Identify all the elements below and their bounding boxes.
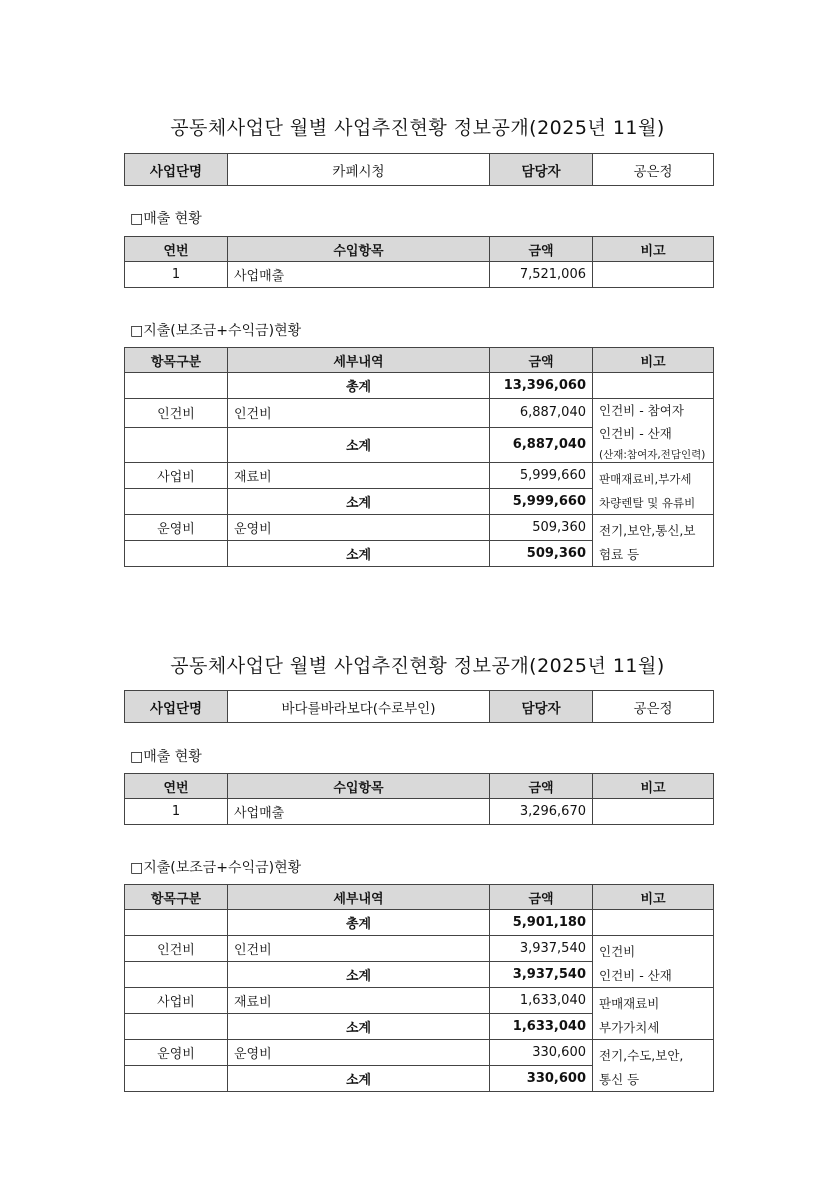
note-line: 부가가치세 bbox=[599, 1020, 660, 1035]
col-header: 수입항목 bbox=[228, 774, 490, 799]
row-no: 1 bbox=[125, 262, 228, 288]
amount: 3,937,540 bbox=[490, 936, 593, 962]
total-amount: 13,396,060 bbox=[490, 373, 593, 399]
note-line: 인건비 - 산재 bbox=[599, 426, 672, 441]
subtotal-amount: 3,937,540 bbox=[490, 962, 593, 988]
col-header: 금액 bbox=[490, 348, 593, 373]
note-line: 인건비 - 참여자 bbox=[599, 403, 684, 418]
amount: 330,600 bbox=[490, 1040, 593, 1066]
category: 운영비 bbox=[125, 515, 228, 541]
category: 사업비 bbox=[125, 463, 228, 489]
row-no: 1 bbox=[125, 799, 228, 825]
amount: 1,633,040 bbox=[490, 988, 593, 1014]
expense-heading: □지출(보조금+수익금)현황 bbox=[130, 323, 302, 339]
total-label: 총계 bbox=[228, 910, 490, 936]
col-header: 연번 bbox=[125, 774, 228, 799]
subtotal-label: 소계 bbox=[228, 541, 490, 567]
sales-table bbox=[124, 236, 714, 288]
row-amount: 3,296,670 bbox=[490, 799, 593, 825]
row-amount: 7,521,006 bbox=[490, 262, 593, 288]
col-header: 비고 bbox=[593, 774, 714, 799]
total-amount: 5,901,180 bbox=[490, 910, 593, 936]
amount: 5,999,660 bbox=[490, 463, 593, 489]
category: 인건비 bbox=[125, 936, 228, 962]
note-cell bbox=[593, 1040, 714, 1092]
info-table bbox=[124, 690, 714, 723]
note-line: (산재:참여자,전담인력) bbox=[599, 449, 706, 461]
expense-table bbox=[124, 347, 714, 567]
detail: 인건비 bbox=[228, 399, 490, 428]
col-header: 연번 bbox=[125, 237, 228, 262]
table-row bbox=[125, 463, 714, 489]
name-label: 사업단명 bbox=[125, 691, 228, 723]
col-header: 비고 bbox=[593, 348, 714, 373]
name-label: 사업단명 bbox=[125, 154, 228, 186]
subtotal-label: 소계 bbox=[228, 1066, 490, 1092]
note-line: 통신 등 bbox=[599, 1072, 640, 1087]
row-item: 사업매출 bbox=[228, 799, 490, 825]
note-line: 험료 등 bbox=[599, 547, 640, 562]
col-header: 비고 bbox=[593, 885, 714, 910]
table-row bbox=[125, 988, 714, 1014]
table-row bbox=[125, 399, 714, 428]
col-header: 항목구분 bbox=[125, 348, 228, 373]
sales-heading: □매출 현황 bbox=[130, 211, 202, 227]
note-line: 인건비 bbox=[599, 944, 636, 959]
sales-heading: □매출 현황 bbox=[130, 749, 202, 765]
subtotal-amount: 509,360 bbox=[490, 541, 593, 567]
note-line: 전기,보안,통신,보 bbox=[599, 523, 696, 538]
detail: 운영비 bbox=[228, 515, 490, 541]
note-cell bbox=[593, 936, 714, 988]
row-note bbox=[593, 799, 714, 825]
subtotal-amount: 330,600 bbox=[490, 1066, 593, 1092]
subtotal-amount: 6,887,040 bbox=[490, 427, 593, 462]
manager-label: 담당자 bbox=[490, 154, 593, 186]
note-cell bbox=[593, 399, 714, 463]
note-cell bbox=[593, 515, 714, 567]
sales-table bbox=[124, 773, 714, 825]
amount: 6,887,040 bbox=[490, 399, 593, 428]
col-header: 세부내역 bbox=[228, 885, 490, 910]
note-line: 인건비 - 산재 bbox=[599, 968, 672, 983]
name-value: 바다를바라보다(수로부인) bbox=[228, 691, 490, 723]
detail: 운영비 bbox=[228, 1040, 490, 1066]
note-line: 차량렌탈 및 유류비 bbox=[599, 496, 696, 510]
row-item: 사업매출 bbox=[228, 262, 490, 288]
subtotal-label: 소계 bbox=[228, 489, 490, 515]
col-header: 세부내역 bbox=[228, 348, 490, 373]
category: 사업비 bbox=[125, 988, 228, 1014]
col-header: 금액 bbox=[490, 237, 593, 262]
detail: 인건비 bbox=[228, 936, 490, 962]
info-table bbox=[124, 153, 714, 186]
report-title: 공동체사업단 월별 사업추진현황 정보공개(2025년 11월) bbox=[170, 655, 665, 677]
note-line: 전기,수도,보안, bbox=[599, 1048, 684, 1063]
note-cell bbox=[593, 463, 714, 515]
report-title: 공동체사업단 월별 사업추진현황 정보공개(2025년 11월) bbox=[170, 117, 665, 139]
manager-value: 공은정 bbox=[593, 154, 714, 186]
note-line: 판매재료비,부가세 bbox=[599, 472, 692, 486]
note-cell bbox=[593, 988, 714, 1040]
col-header: 수입항목 bbox=[228, 237, 490, 262]
subtotal-amount: 1,633,040 bbox=[490, 1014, 593, 1040]
total-label: 총계 bbox=[228, 373, 490, 399]
amount: 509,360 bbox=[490, 515, 593, 541]
expense-table bbox=[124, 884, 714, 1092]
subtotal-label: 소계 bbox=[228, 427, 490, 462]
subtotal-label: 소계 bbox=[228, 962, 490, 988]
table-row bbox=[125, 515, 714, 541]
expense-heading: □지출(보조금+수익금)현황 bbox=[130, 860, 302, 876]
detail: 재료비 bbox=[228, 463, 490, 489]
detail: 재료비 bbox=[228, 988, 490, 1014]
note-line: 판매재료비 bbox=[599, 996, 660, 1011]
col-header: 비고 bbox=[593, 237, 714, 262]
table-row bbox=[125, 1040, 714, 1066]
table-row bbox=[125, 936, 714, 962]
category: 운영비 bbox=[125, 1040, 228, 1066]
col-header: 금액 bbox=[490, 885, 593, 910]
table-row bbox=[125, 262, 714, 288]
total-row bbox=[125, 373, 714, 399]
col-header: 금액 bbox=[490, 774, 593, 799]
category: 인건비 bbox=[125, 399, 228, 428]
row-note bbox=[593, 262, 714, 288]
total-row bbox=[125, 910, 714, 936]
subtotal-amount: 5,999,660 bbox=[490, 489, 593, 515]
table-row bbox=[125, 799, 714, 825]
manager-value: 공은정 bbox=[593, 691, 714, 723]
subtotal-label: 소계 bbox=[228, 1014, 490, 1040]
col-header: 항목구분 bbox=[125, 885, 228, 910]
name-value: 카페시청 bbox=[228, 154, 490, 186]
manager-label: 담당자 bbox=[490, 691, 593, 723]
